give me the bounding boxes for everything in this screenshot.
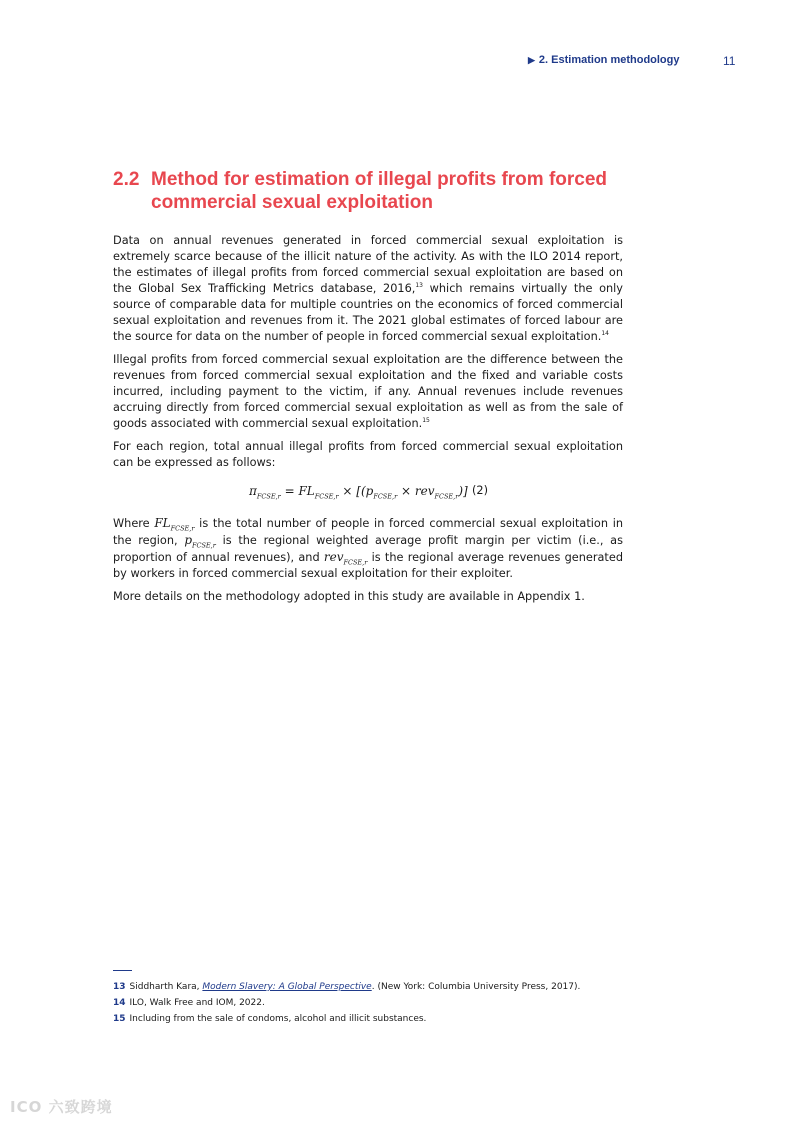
section-number: 2.2: [113, 169, 140, 190]
paragraph-1-part-b: which remains virtually the only source of comparable data for multiple countries on the economics of forced commercial sexual exploitation and revenues from it. The 2021 global estimates of forced labour are the source for data on the number of people in forced commercial sexual exploitation.: [113, 282, 623, 343]
paragraph-3: For each region, total annual illegal profits from forced commercial sexual exploitation can be expressed as follows:: [113, 440, 623, 469]
formula-rev: rev: [414, 484, 435, 498]
running-title: 2. Estimation methodology: [538, 54, 680, 66]
paragraph-4: [113, 515, 623, 582]
footnote-ref-15[interactable]: 15: [422, 417, 430, 425]
equation-number: (2): [472, 484, 489, 497]
formula-p: p: [365, 484, 374, 498]
footnote-text: ILO, Walk Free and IOM, 2022.: [129, 998, 265, 1008]
formula-sub: FCSE,r: [314, 492, 339, 501]
page-number: 11: [723, 54, 736, 68]
footnote-text: Siddharth Kara,: [129, 982, 203, 992]
paragraph-5: More details on the methodology adopted in this study are available in Appendix 1.: [113, 590, 585, 603]
footnote-number: 13: [113, 982, 126, 992]
paragraph-1-part-a: Data on annual revenues generated in forced commercial sexual exploitation is extremely scarce because of the illicit nature of the activity. As with the ILO 2014 report, the estimates of illegal profits from forced commercial sexual exploitation are based on the Global Sex Trafficking Metrics database, 2016,: [113, 234, 623, 295]
symbol-rev: rev$_{FCSE,r}$: [323, 550, 368, 567]
formula-times-open: × [(: [338, 484, 366, 498]
formula-pi: π: [249, 484, 257, 498]
paragraph-4-part-c: is the regional average revenues generated by workers in forced commercial sexual exploitation for their exploiter.: [113, 551, 623, 580]
symbol-p: $p_{FCSE,r}$: [184, 533, 216, 550]
footnote-divider: [113, 970, 132, 971]
body-text: [113, 233, 623, 612]
equation-formula: [249, 483, 468, 499]
formula-sub: FCSE,r: [256, 492, 281, 501]
formula-sub: FCSE,r: [373, 492, 398, 501]
paragraph-2-text: Illegal profits from forced commercial sexual exploitation are the difference between the revenues from forced commercial sexual exploitation and the fixed and variable costs incurred, including payment to the victim, if any. Annual revenues include revenues accruing directly from forced commercial sexual exploitation as well as from the sale of goods associated with commercial sexual exploitation.: [113, 353, 623, 430]
paragraph-4-part-a: is the total number of people in forced commercial sexual exploitation in the region,: [113, 517, 623, 547]
formula-close: )]: [458, 484, 468, 498]
triangle-right-icon: ▶: [528, 55, 535, 65]
footnote-ref-14[interactable]: 14: [601, 330, 609, 338]
footnote-14: [113, 995, 673, 1011]
paragraph-2: [113, 352, 623, 432]
footnote-15: [113, 1011, 673, 1027]
footnote-number: 14: [113, 998, 126, 1008]
formula-sub: FCSE,r: [434, 492, 459, 501]
formula-fl: FL: [298, 484, 315, 498]
section-heading: [113, 168, 633, 214]
footnote-text: Including from the sale of condoms, alcohol and illicit substances.: [129, 1014, 427, 1024]
running-header: [528, 54, 680, 66]
footnote-13: [113, 979, 673, 995]
footnote-number: 15: [113, 1014, 126, 1024]
footnote-text: . (New York: Columbia University Press, 2017).: [371, 982, 581, 992]
paragraph-4-where: Where: [113, 517, 155, 530]
formula-equals: =: [280, 484, 299, 498]
formula-times: ×: [397, 484, 415, 498]
section-title: Method for estimation of illegal profits from forced commercial sexual exploitation: [151, 169, 608, 213]
footnote-ref-13[interactable]: 13: [415, 282, 423, 290]
watermark: ICO 六致跨境: [10, 1098, 113, 1116]
symbol-fl: $FL_{FCSE,r}$: [154, 516, 195, 533]
equation: [113, 479, 623, 509]
footnote-link[interactable]: Modern Slavery: A Global Perspective: [202, 982, 372, 992]
footnotes: [113, 979, 673, 1027]
paragraph-4-part-b: is the regional weighted average profit margin per victim (i.e., as proportion of annual revenues), and: [113, 534, 623, 564]
paragraph-1: [113, 233, 623, 345]
